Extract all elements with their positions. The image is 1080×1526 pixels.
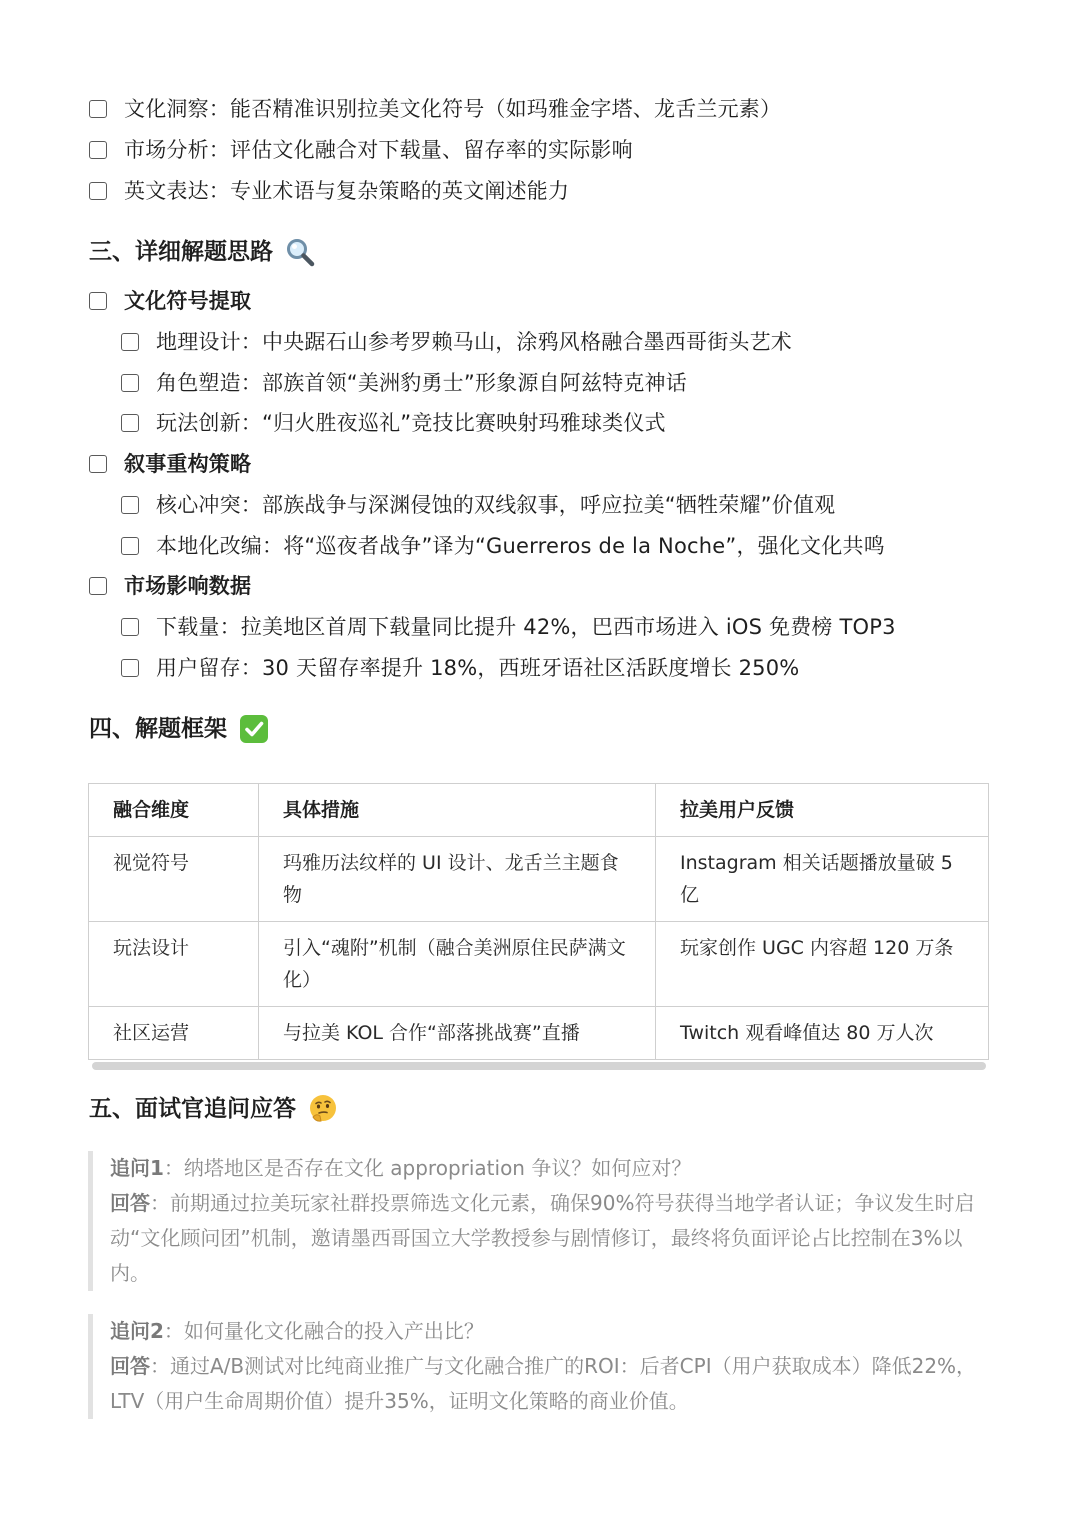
checklist-item[interactable] (89, 177, 569, 205)
qa-blockquote (88, 1314, 988, 1419)
table-cell: 玩家创作 UGC 内容超 120 万条 (656, 922, 989, 1007)
section-heading (89, 1093, 338, 1125)
item-text: 英文表达：专业术语与复杂策略的英文阐述能力 (124, 179, 570, 203)
table-cell: 视觉符号 (89, 837, 259, 922)
checkbox[interactable] (89, 455, 107, 473)
checkbox[interactable] (89, 182, 107, 200)
framework-table (88, 783, 989, 1060)
table-horizontal-scrollbar[interactable] (92, 1062, 986, 1070)
question-text: ：如何量化文化融合的投入产出比？ (163, 1319, 484, 1343)
checklist-item[interactable] (121, 328, 792, 356)
item-text: 核心冲突：部族战争与深渊侵蚀的双线叙事，呼应拉美“牺牲荣耀”价值观 (156, 493, 836, 517)
question-label: 追问1 (110, 1156, 164, 1180)
checklist-group[interactable] (89, 287, 251, 315)
column-header: 拉美用户反馈 (656, 784, 989, 837)
table-header-row (89, 784, 989, 837)
checkbox[interactable] (89, 141, 107, 159)
checkbox[interactable] (121, 618, 139, 636)
magnifier-icon (285, 237, 315, 267)
question (110, 1314, 988, 1349)
table-row (89, 1007, 989, 1060)
group-title: 市场影响数据 (124, 574, 252, 598)
question (110, 1151, 988, 1186)
column-header: 具体措施 (259, 784, 656, 837)
table-row (89, 837, 989, 922)
table-cell: 玩法设计 (89, 922, 259, 1007)
question-text: ：纳塔地区是否存在文化 appropriation 争议？如何应对？ (163, 1156, 692, 1180)
checkbox[interactable] (89, 577, 107, 595)
checkbox[interactable] (121, 374, 139, 392)
group-title: 文化符号提取 (124, 289, 252, 313)
checkbox[interactable] (89, 292, 107, 310)
checklist-item[interactable] (121, 491, 835, 519)
group-title: 叙事重构策略 (124, 452, 252, 476)
qa-blockquote (88, 1151, 988, 1291)
answer-label: 回答 (110, 1354, 150, 1378)
table-cell: 玛雅历法纹样的 UI 设计、龙舌兰主题食物 (259, 837, 656, 922)
thinking-face-icon (308, 1094, 338, 1124)
item-text: 玩法创新：“归火胜夜巡礼”竞技比赛映射玛雅球类仪式 (156, 411, 666, 435)
item-text: 角色塑造：部族首领“美洲豹勇士”形象源自阿兹特克神话 (156, 371, 687, 395)
checkbox[interactable] (121, 333, 139, 351)
table-cell: 引入“魂附”机制（融合美洲原住民萨满文化） (259, 922, 656, 1007)
item-text: 文化洞察：能否精准识别拉美文化符号（如玛雅金字塔、龙舌兰元素） (124, 97, 782, 121)
answer-text: ：前期通过拉美玩家社群投票筛选文化元素，确保90%符号获得当地学者认证；争议发生时启动“文化顾问团”机制，邀请墨西哥国立大学教授参与剧情修订，最终将负面评论占比控制在3%以内。 (110, 1191, 975, 1285)
question-label: 追问2 (110, 1319, 164, 1343)
section-title: 五、面试官追问应答 (89, 1096, 296, 1122)
framework-table-wrapper (88, 783, 988, 1060)
section-title: 三、详细解题思路 (89, 239, 273, 265)
checkbox[interactable] (121, 537, 139, 555)
checklist-item[interactable] (121, 369, 687, 397)
checklist-item[interactable] (121, 613, 896, 641)
table-cell: 社区运营 (89, 1007, 259, 1060)
checklist-item[interactable] (121, 409, 666, 437)
answer-text: ：通过A/B测试对比纯商业推广与文化融合推广的ROI：后者CPI（用户获取成本）降低22%，LTV（用户生命周期价值）提升35%，证明文化策略的商业价值。 (110, 1354, 977, 1413)
table-cell: Twitch 观看峰值达 80 万人次 (656, 1007, 989, 1060)
answer-label: 回答 (110, 1191, 150, 1215)
item-text: 用户留存：30 天留存率提升 18%，西班牙语社区活跃度增长 250% (156, 656, 800, 680)
table-cell: 与拉美 KOL 合作“部落挑战赛”直播 (259, 1007, 656, 1060)
checklist-item[interactable] (89, 95, 781, 123)
checklist-item[interactable] (121, 654, 799, 682)
section-title: 四、解题框架 (89, 716, 227, 742)
item-text: 下载量：拉美地区首周下载量同比提升 42%，巴西市场进入 iOS 免费榜 TOP3 (156, 615, 896, 639)
answer (110, 1186, 988, 1291)
check-mark-icon (239, 714, 269, 744)
checkbox[interactable] (121, 414, 139, 432)
item-text: 市场分析：评估文化融合对下载量、留存率的实际影响 (124, 138, 633, 162)
checklist-item[interactable] (121, 532, 885, 560)
item-text: 本地化改编：将“巡夜者战争”译为“Guerreros de la Noche”，强化文化共鸣 (156, 534, 885, 558)
checklist-group[interactable] (89, 572, 251, 600)
table-row (89, 922, 989, 1007)
checkbox[interactable] (89, 100, 107, 118)
checkbox[interactable] (121, 496, 139, 514)
answer (110, 1349, 988, 1419)
column-header: 融合维度 (89, 784, 259, 837)
table-cell: Instagram 相关话题播放量破 5 亿 (656, 837, 989, 922)
checkbox[interactable] (121, 659, 139, 677)
checklist-group[interactable] (89, 450, 251, 478)
section-heading (89, 236, 315, 268)
section-heading (89, 713, 269, 745)
item-text: 地理设计：中央踞石山参考罗赖马山，涂鸦风格融合墨西哥街头艺术 (156, 330, 792, 354)
checklist-item[interactable] (89, 136, 633, 164)
